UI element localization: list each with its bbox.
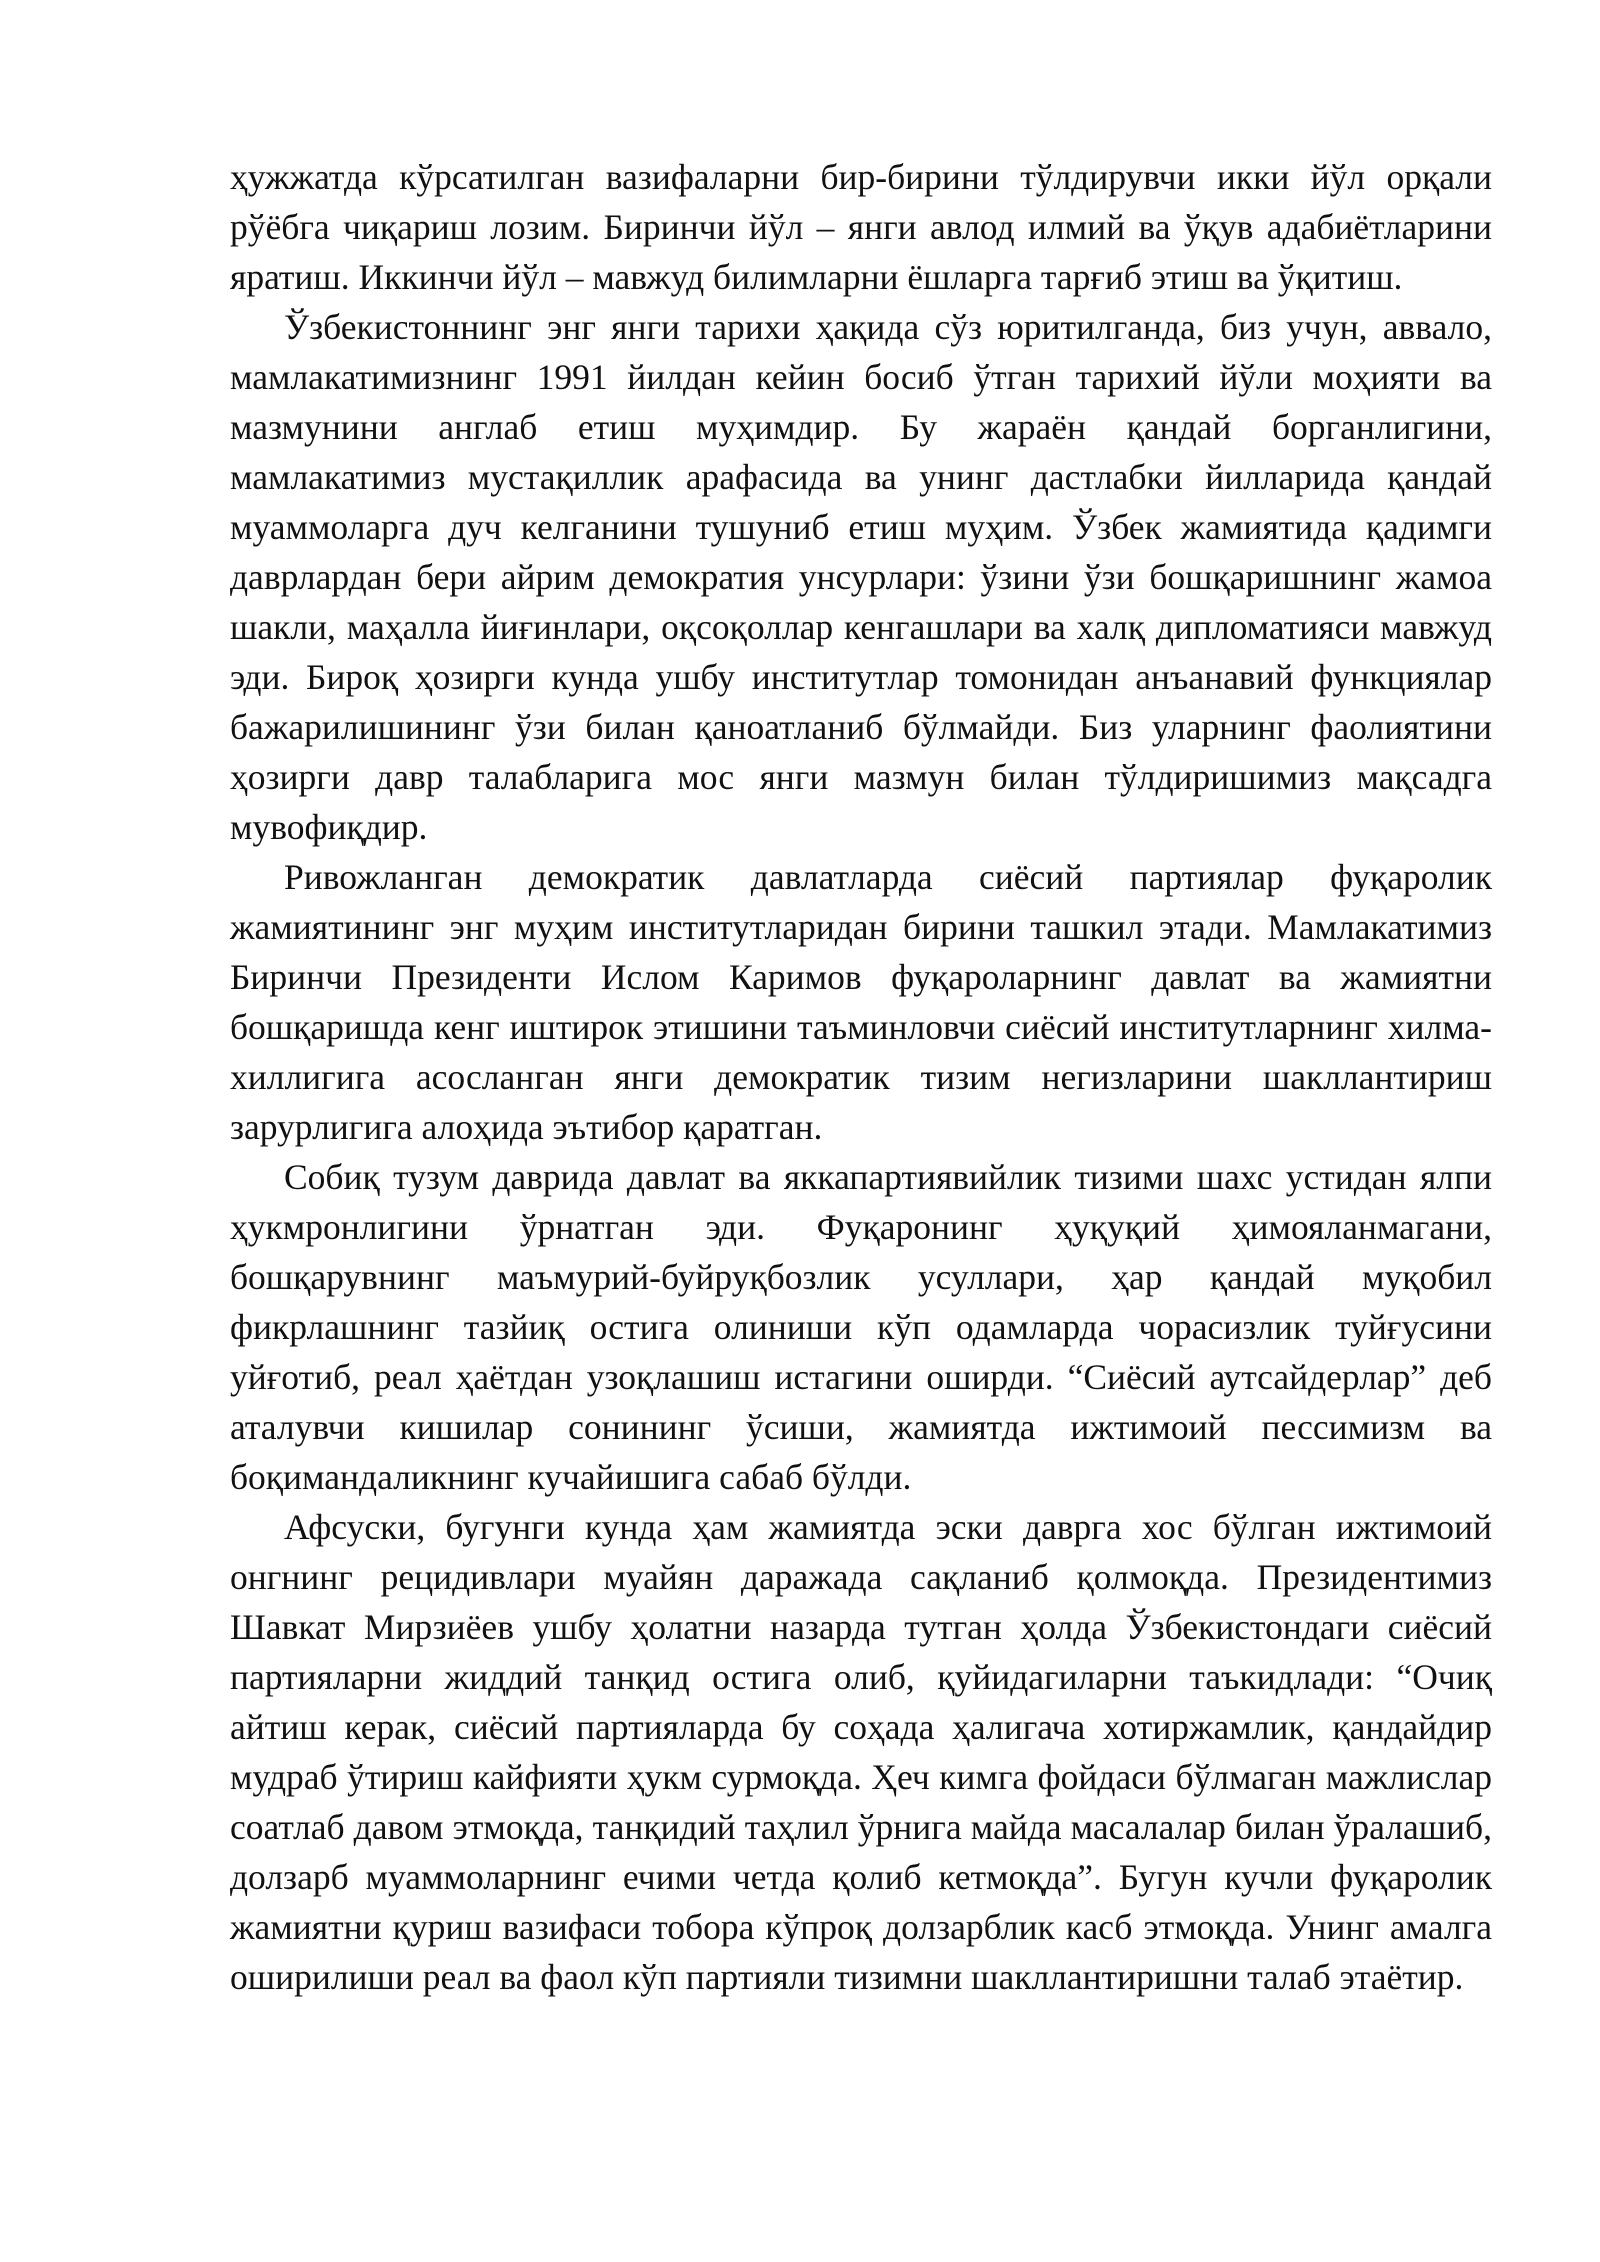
paragraph-present-day: Афсуски, бугунги кунда ҳам жамиятда эски даврга хос бўлган ижтимоий онгнинг рецидивлари муайян даражада сақланиб қолмоқда. Президентимиз Шавкат Мирзиёев ушбу ҳолатни назарда тутган ҳолда Ўзбекистондаги сиёсий партияларни жиддий танқид остига олиб, қуйидагиларни таъкидлади: “Очиқ айтиш керак, сиёсий партияларда бу соҳада ҳалигача хотиржамлик, қандайдир мудраб ўтириш кайфияти ҳукм сурмоқда. Ҳеч кимга фойдаси бўлмаган мажлислар соатлаб давом этмоқда, танқидий таҳлил ўрнига майда масалалар билан ўралашиб, долзарб муаммоларнинг ечими четда қолиб кетмоқда”. Бугун кучли фуқаролик жамиятни қуриш вазифаси тобора кўпроқ долзарблик касб этмоқда. Унинг амалга оширилиши реал ва фаол кўп партияли тизимни шакллантиришни талаб этаётир. [230,1507,1492,1997]
paragraph-political-parties: Ривожланган демократик давлатларда сиёсий партиялар фуқаролик жамиятининг энг муҳим институтларидан бирини ташкил этади. Мамлакатимиз Биринчи Президенти Ислом Каримов фуқароларнинг давлат ва жамиятни бошқаришда кенг иштирок этишини таъминловчи сиёсий институтларнинг хилма-хиллигига асосланган янги демократик тизим негизларини шакллантириш зарурлигига алоҳида эътибор қаратган. [230,857,1492,1147]
paragraph-recent-history: Ўзбекистоннинг энг янги тарихи ҳақида сўз юритилганда, биз учун, аввало, мамлакатимизнинг 1991 йилдан кейин босиб ўтган тарихий йўли моҳияти ва мазмунини англаб етиш муҳимдир. Бу жараён қандай борганлигини, мамлакатимиз мустақиллик арафасида ва унинг дастлабки йилларида қандай муаммоларга дуч келганини тушуниб етиш муҳим. Ўзбек жамиятида қадимги даврлардан бери айрим демократия унсурлари: ўзини ўзи бошқаришнинг жамоа шакли, маҳалла йиғинлари, оқсоқоллар кенгашлари ва халқ дипломатияси мавжуд эди. Бироқ ҳозирги кунда ушбу институтлар томонидан анъанавий функциялар бажарилишининг ўзи билан қаноатланиб бўлмайди. Биз уларнинг фаолиятини ҳозирги давр талабларига мос янги мазмун билан тўлдиришимиз мақсадга мувофиқдир. [230,307,1492,847]
document-page [230,152,1492,2002]
paragraph-continuation: ҳужжатда кўрсатилган вазифаларни бир-бирини тўлдирувчи икки йўл орқали рўёбга чиқариш лозим. Биринчи йўл – янги авлод илмий ва ўқув адабиётларини яратиш. Иккинчи йўл – мавжуд билимларни ёшларга тарғиб этиш ва ўқитиш. [230,157,1492,297]
paragraph-former-regime: Собиқ тузум даврида давлат ва яккапартиявийлик тизими шахс устидан ялпи ҳукмронлигини ўрнатган эди. Фуқаронинг ҳуқуқий ҳимояланмагани, бошқарувнинг маъмурий-буйруқбозлик усуллари, ҳар қандай муқобил фикрлашнинг тазйиқ остига олиниши кўп одамларда чорасизлик туйғусини уйғотиб, реал ҳаётдан узоқлашиш истагини оширди. “Сиёсий аутсайдерлар” деб аталувчи кишилар сонининг ўсиши, жамиятда ижтимоий пессимизм ва боқимандаликнинг кучайишига сабаб бўлди. [230,1157,1492,1497]
